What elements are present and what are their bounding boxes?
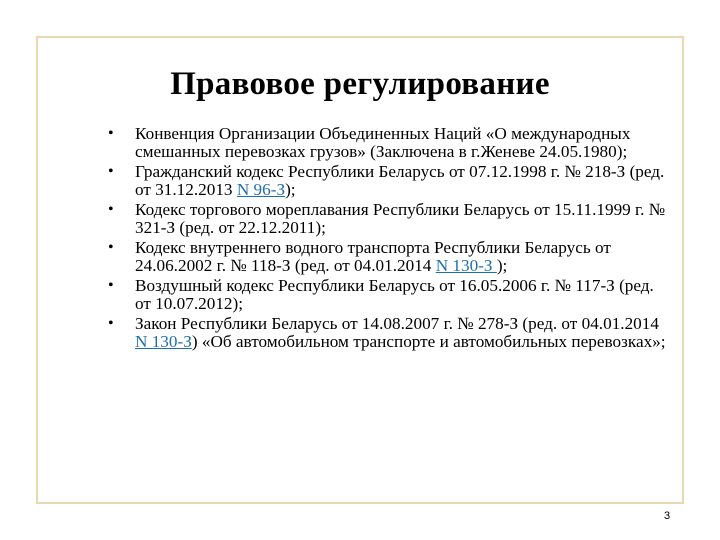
list-item-text-tail: ) «Об автомобильном транспорте и автомобильных перевозках»; [191,332,666,351]
list-item [108,277,668,313]
list-item [108,239,668,275]
list-item [108,315,668,351]
bullet-icon: • [108,163,114,180]
slide-title: Правовое регулирование [170,66,550,102]
list-item [108,201,668,237]
bullet-icon: • [108,315,114,332]
bullet-icon: • [108,201,114,218]
list-item-text: Конвенция Организации Объединенных Наций «О международных смешанных перевозках грузов» (Заключена в г.Женеве 24.05.1980); [135,124,631,161]
bullet-icon: • [108,125,114,142]
list-item-text-tail: ); [285,180,296,199]
list-item-text: Воздушный кодекс Республики Беларусь от 16.05.2006 г. № 117-З (ред. от 10.07.2012); [135,276,654,313]
page-number: 3 [664,510,671,522]
list-item-text: Кодекс торгового мореплавания Республики Беларусь от 15.11.1999 г. № 321-З (ред. от 22.12.2011); [135,200,666,237]
law-link[interactable]: N 96-З [236,180,286,199]
list-item-text: Гражданский кодекс Республики Беларусь от 07.12.1998 г. № 218-З (ред. от 31.12.2013 [135,162,665,199]
bullet-icon: • [108,239,114,256]
bullet-list [108,125,668,353]
bullet-icon: • [108,277,114,294]
list-item [108,125,668,161]
list-item-text: Кодекс внутреннего водного транспорта Республики Беларусь от 24.06.2002 г. № 118-З (ред. от 04.01.2014 [135,238,611,275]
list-item-text-tail: ); [496,256,508,275]
law-link[interactable]: N 130-З [435,256,497,275]
list-item [108,163,668,199]
list-item-text: Закон Республики Беларусь от 14.08.2007 г. № 278-З (ред. от 04.01.2014 [135,314,659,333]
law-link[interactable]: N 130-З [135,332,192,351]
